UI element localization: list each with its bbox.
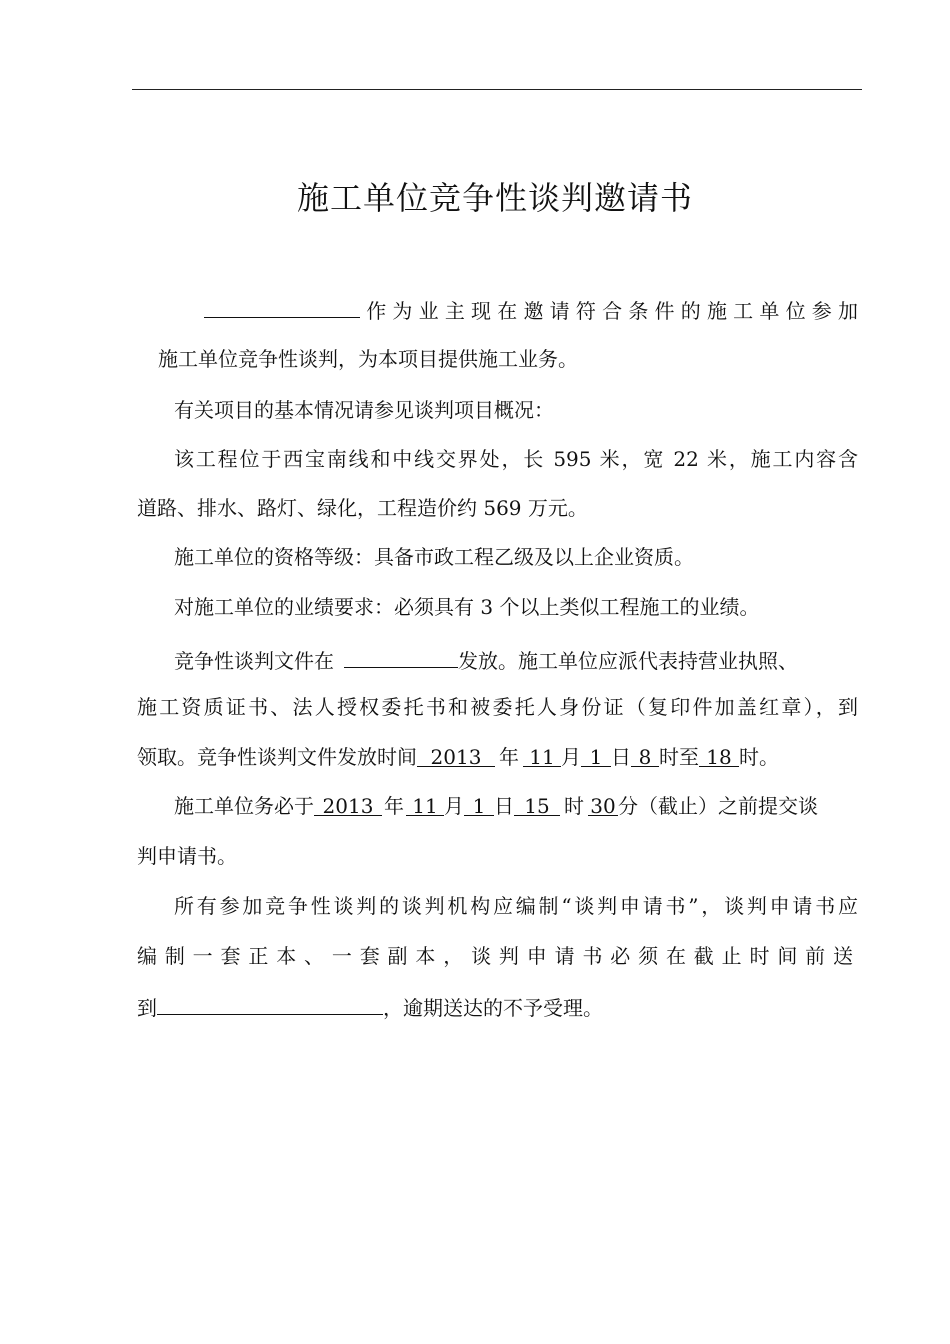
issue-month-unit: 月	[561, 745, 581, 769]
paragraph-6-text-a2: 发放。施工单位应派代表持营业执照、	[458, 649, 798, 673]
issue-day-unit: 日	[611, 745, 631, 769]
deadline-hour-unit: 时	[564, 794, 584, 818]
paragraph-7-line-1	[174, 791, 818, 821]
issue-month-field: 11	[523, 742, 561, 767]
issue-end-unit: 时。	[739, 745, 779, 769]
paragraph-4: 施工单位的资格等级：具备市政工程乙级及以上企业资质。	[174, 545, 694, 569]
paragraph-8-suffix: ，逾期送达的不予受理。	[383, 996, 603, 1020]
paragraph-6-line-2: 施工资质证书、法人授权委托书和被委托人身份证（复印件加盖红章），到	[137, 695, 858, 719]
owner-blank	[204, 293, 360, 318]
deadline-hour-field: 15	[514, 791, 560, 816]
deadline-day-field: 1	[464, 791, 494, 816]
paragraph-7-prefix: 施工单位务必于	[174, 794, 314, 818]
issue-year-unit: 年	[499, 745, 519, 769]
paragraph-6-text-c: 领取。竞争性谈判文件发放时间	[137, 745, 417, 769]
paragraph-3-line-1: 该工程位于西宝南线和中线交界处，长 595 米，宽 22 米，施工内容含	[174, 447, 858, 471]
paragraph-5: 对施工单位的业绩要求：必须具有 3 个以上类似工程施工的业绩。	[174, 595, 760, 619]
document-title: 施工单位竞争性谈判邀请书	[296, 179, 693, 217]
paragraph-6-text-a1: 竞争性谈判文件在	[174, 649, 334, 673]
paragraph-7-suffix: 分（截止）之前提交谈	[618, 794, 818, 818]
paragraph-3-line-2: 道路、排水、路灯、绿化，工程造价约 569 万元。	[137, 496, 588, 520]
issue-end-hour-field: 18	[699, 742, 739, 767]
issue-start-hour-field: 8	[631, 742, 659, 767]
deadline-minute-field: 30	[588, 791, 618, 816]
paragraph-7-line-2: 判申请书。	[137, 844, 237, 868]
issue-to-text: 时至	[659, 745, 699, 769]
submission-place-blank	[157, 990, 383, 1015]
paragraph-1-text-a: 作为业主现在邀请符合条件的施工单位参加	[360, 299, 858, 323]
paragraph-8-line-1: 所有参加竞争性谈判的谈判机构应编制“谈判申请书”，谈判申请书应	[174, 894, 858, 918]
deadline-day-unit: 日	[494, 794, 514, 818]
paragraph-8-prefix: 到	[137, 996, 157, 1020]
paragraph-1-line-1	[204, 293, 858, 323]
issue-year-field: 2013	[417, 742, 495, 767]
paragraph-2: 有关项目的基本情况请参见谈判项目概况：	[174, 398, 554, 422]
paragraph-8-line-2: 编制一套正本、一套副本，谈判申请书必须在截止时间前送	[137, 944, 858, 968]
paragraph-6-line-3	[137, 742, 779, 772]
issue-place-blank	[344, 643, 458, 668]
paragraph-8-line-3	[137, 990, 603, 1020]
issue-day-field: 1	[581, 742, 611, 767]
deadline-month-unit: 月	[444, 794, 464, 818]
paragraph-6-line-1	[174, 643, 798, 673]
deadline-month-field: 11	[406, 791, 444, 816]
header-rule	[132, 89, 862, 90]
deadline-year-unit: 年	[384, 794, 404, 818]
deadline-year-field: 2013	[314, 791, 382, 816]
paragraph-1-line-2: 施工单位竞争性谈判，为本项目提供施工业务。	[158, 347, 578, 371]
